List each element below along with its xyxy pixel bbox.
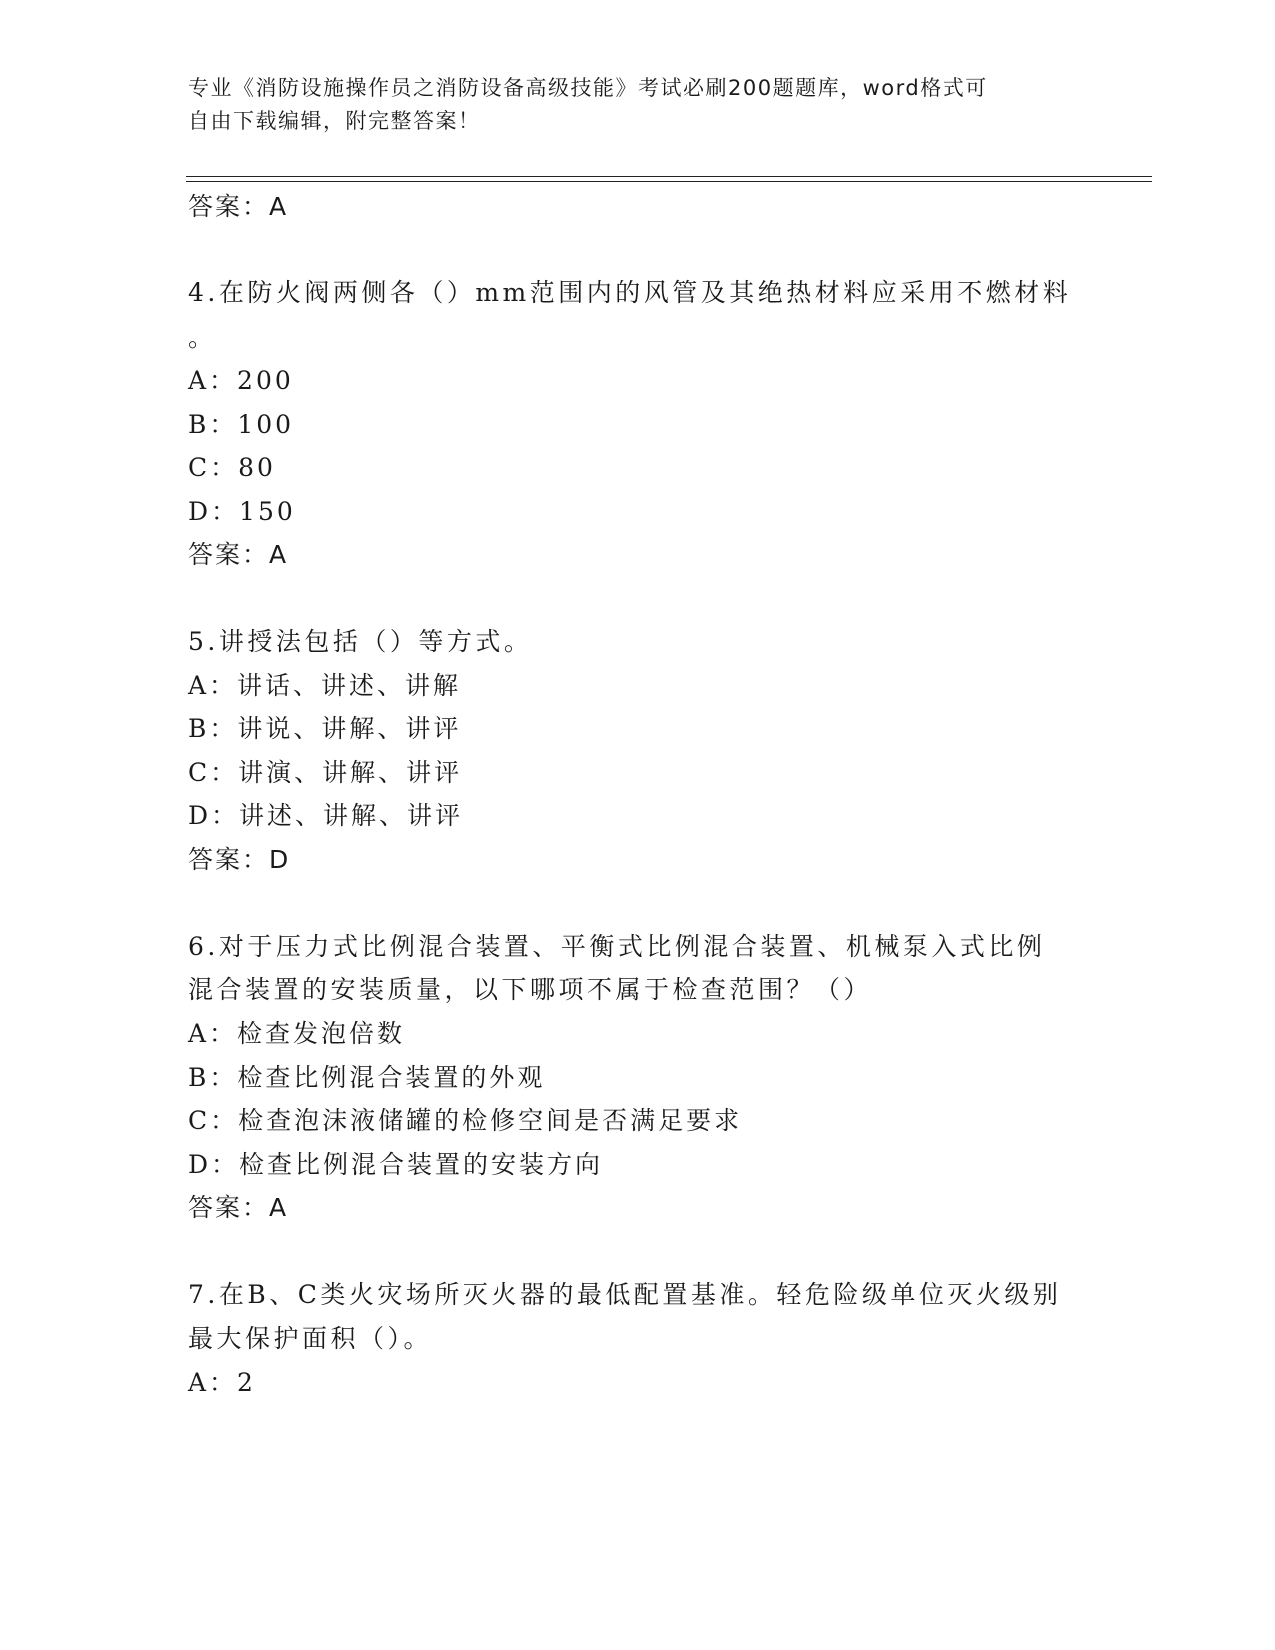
- header-line-2: 自由下载编辑，附完整答案！: [188, 109, 481, 133]
- question-5-option-b: B：讲说、讲解、讲评: [188, 714, 462, 743]
- question-5-option-a: A：讲话、讲述、讲解: [188, 671, 462, 700]
- question-5-option-c: C：讲演、讲解、讲评: [188, 758, 463, 787]
- question-6-option-c: C：检查泡沫液储罐的检修空间是否满足要求: [188, 1106, 743, 1135]
- question-6-answer: 答案：A: [188, 1193, 289, 1222]
- document-header: [188, 72, 1068, 138]
- question-5-answer: 答案：D: [188, 845, 291, 874]
- question-4-text-line-2: 。: [188, 323, 217, 352]
- header-divider-bottom: [186, 181, 1152, 182]
- question-6-text-line-1: 6.对于压力式比例混合装置、平衡式比例混合装置、机械泵入式比例: [188, 932, 1046, 961]
- question-4-option-a: A：200: [188, 366, 294, 395]
- question-6-option-d: D：检查比例混合装置的安装方向: [188, 1150, 604, 1179]
- question-6-option-a: A：检查发泡倍数: [188, 1019, 406, 1048]
- question-5-text-line-1: 5.讲授法包括（）等方式。: [188, 627, 533, 656]
- answer-prev: 答案：A: [188, 192, 289, 221]
- question-7-option-a: A：2: [188, 1368, 256, 1397]
- question-6-text-line-2: 混合装置的安装质量，以下哪项不属于检查范围？（）: [188, 975, 873, 1004]
- question-4-option-d: D：150: [188, 497, 296, 526]
- question-4-answer: 答案：A: [188, 540, 289, 569]
- question-6-option-b: B：检查比例混合装置的外观: [188, 1063, 546, 1092]
- question-4-text-line-1: 4.在防火阀两侧各（）mm范围内的风管及其绝热材料应采用不燃材料: [188, 278, 1072, 307]
- question-4-option-c: C：80: [188, 453, 276, 482]
- question-4-option-b: B：100: [188, 410, 295, 439]
- question-7-text-line-2: 最大保护面积（）。: [188, 1324, 433, 1353]
- question-7-text-line-1: 7.在B、C类火灾场所灭火器的最低配置基准。轻危险级单位灭火级别: [188, 1280, 1062, 1309]
- header-line-1: 专业《消防设施操作员之消防设备高级技能》考试必刷200题题库，word格式可: [188, 76, 988, 100]
- question-5-option-d: D：讲述、讲解、讲评: [188, 801, 464, 830]
- header-divider-top: [186, 176, 1152, 177]
